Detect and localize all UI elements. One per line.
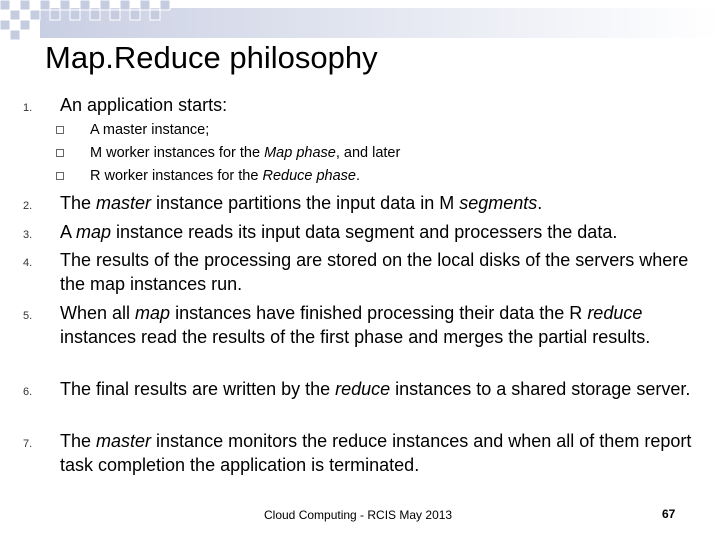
item-emphasis: master: [96, 193, 152, 213]
item-text: .: [537, 193, 543, 213]
sub-item-text: A master instance;: [90, 122, 210, 138]
item-number: 4.: [23, 257, 33, 269]
sub-item-emphasis: Map phase: [264, 145, 336, 161]
checkbox-bullet-icon: [56, 149, 64, 157]
page-number: 67: [662, 507, 676, 521]
item-emphasis: map: [135, 303, 171, 323]
slide-footer: Cloud Computing - RCIS May 2013: [264, 508, 453, 522]
item-text: instance reads its input data segment and processers the data.: [111, 222, 618, 242]
item-text: An application starts:: [60, 95, 228, 115]
item-emphasis: reduce: [587, 303, 643, 323]
sub-item-3: [90, 167, 360, 186]
sub-item-2: [90, 144, 400, 163]
item-number: 1.: [23, 102, 33, 114]
item-number: 5.: [23, 310, 33, 322]
item-number: 3.: [23, 229, 33, 241]
list-item-7: [23, 429, 705, 477]
item-text: instance monitors the reduce instances and when all of them report task completion the application is terminated.: [60, 431, 692, 475]
item-number: 2.: [23, 200, 33, 212]
item-text: A: [60, 222, 77, 242]
slide-title: Map.Reduce philosophy: [45, 40, 378, 75]
list-item-6: [23, 377, 705, 401]
item-number: 6.: [23, 386, 33, 398]
item-text: instances have finished processing their data the R: [170, 303, 588, 323]
sub-item-text: M worker instances for the: [90, 145, 265, 161]
sub-item-emphasis: Reduce phase: [262, 168, 356, 184]
checkbox-bullet-icon: [56, 126, 64, 134]
item-emphasis: map: [76, 222, 112, 242]
item-text: The: [60, 431, 97, 451]
list-item-5: [23, 301, 705, 349]
item-text: When all: [60, 303, 136, 323]
item-text: The results of the processing are stored on the local disks of the servers where the map instances run.: [60, 250, 689, 294]
sub-item-text: R worker instances for the: [90, 168, 263, 184]
sub-item-1: [90, 121, 209, 140]
item-emphasis: reduce: [335, 379, 391, 399]
item-emphasis: master: [96, 431, 152, 451]
item-text: The: [60, 193, 97, 213]
item-emphasis: segments: [459, 193, 538, 213]
sub-item-text: .: [355, 168, 361, 184]
title-bar-decoration: [0, 0, 720, 40]
checkbox-bullet-icon: [56, 172, 64, 180]
list-item-3: [23, 220, 705, 244]
item-text: instances to a shared storage server.: [390, 379, 691, 399]
item-text: instance partitions the input data in M: [151, 193, 460, 213]
list-item-1: [23, 93, 705, 117]
list-item-4: [23, 248, 705, 296]
item-text: instances read the results of the first phase and merges the partial results.: [60, 327, 651, 347]
item-text: The final results are written by the: [60, 379, 336, 399]
sub-item-text: , and later: [335, 145, 401, 161]
item-number: 7.: [23, 438, 33, 450]
list-item-2: [23, 191, 705, 215]
